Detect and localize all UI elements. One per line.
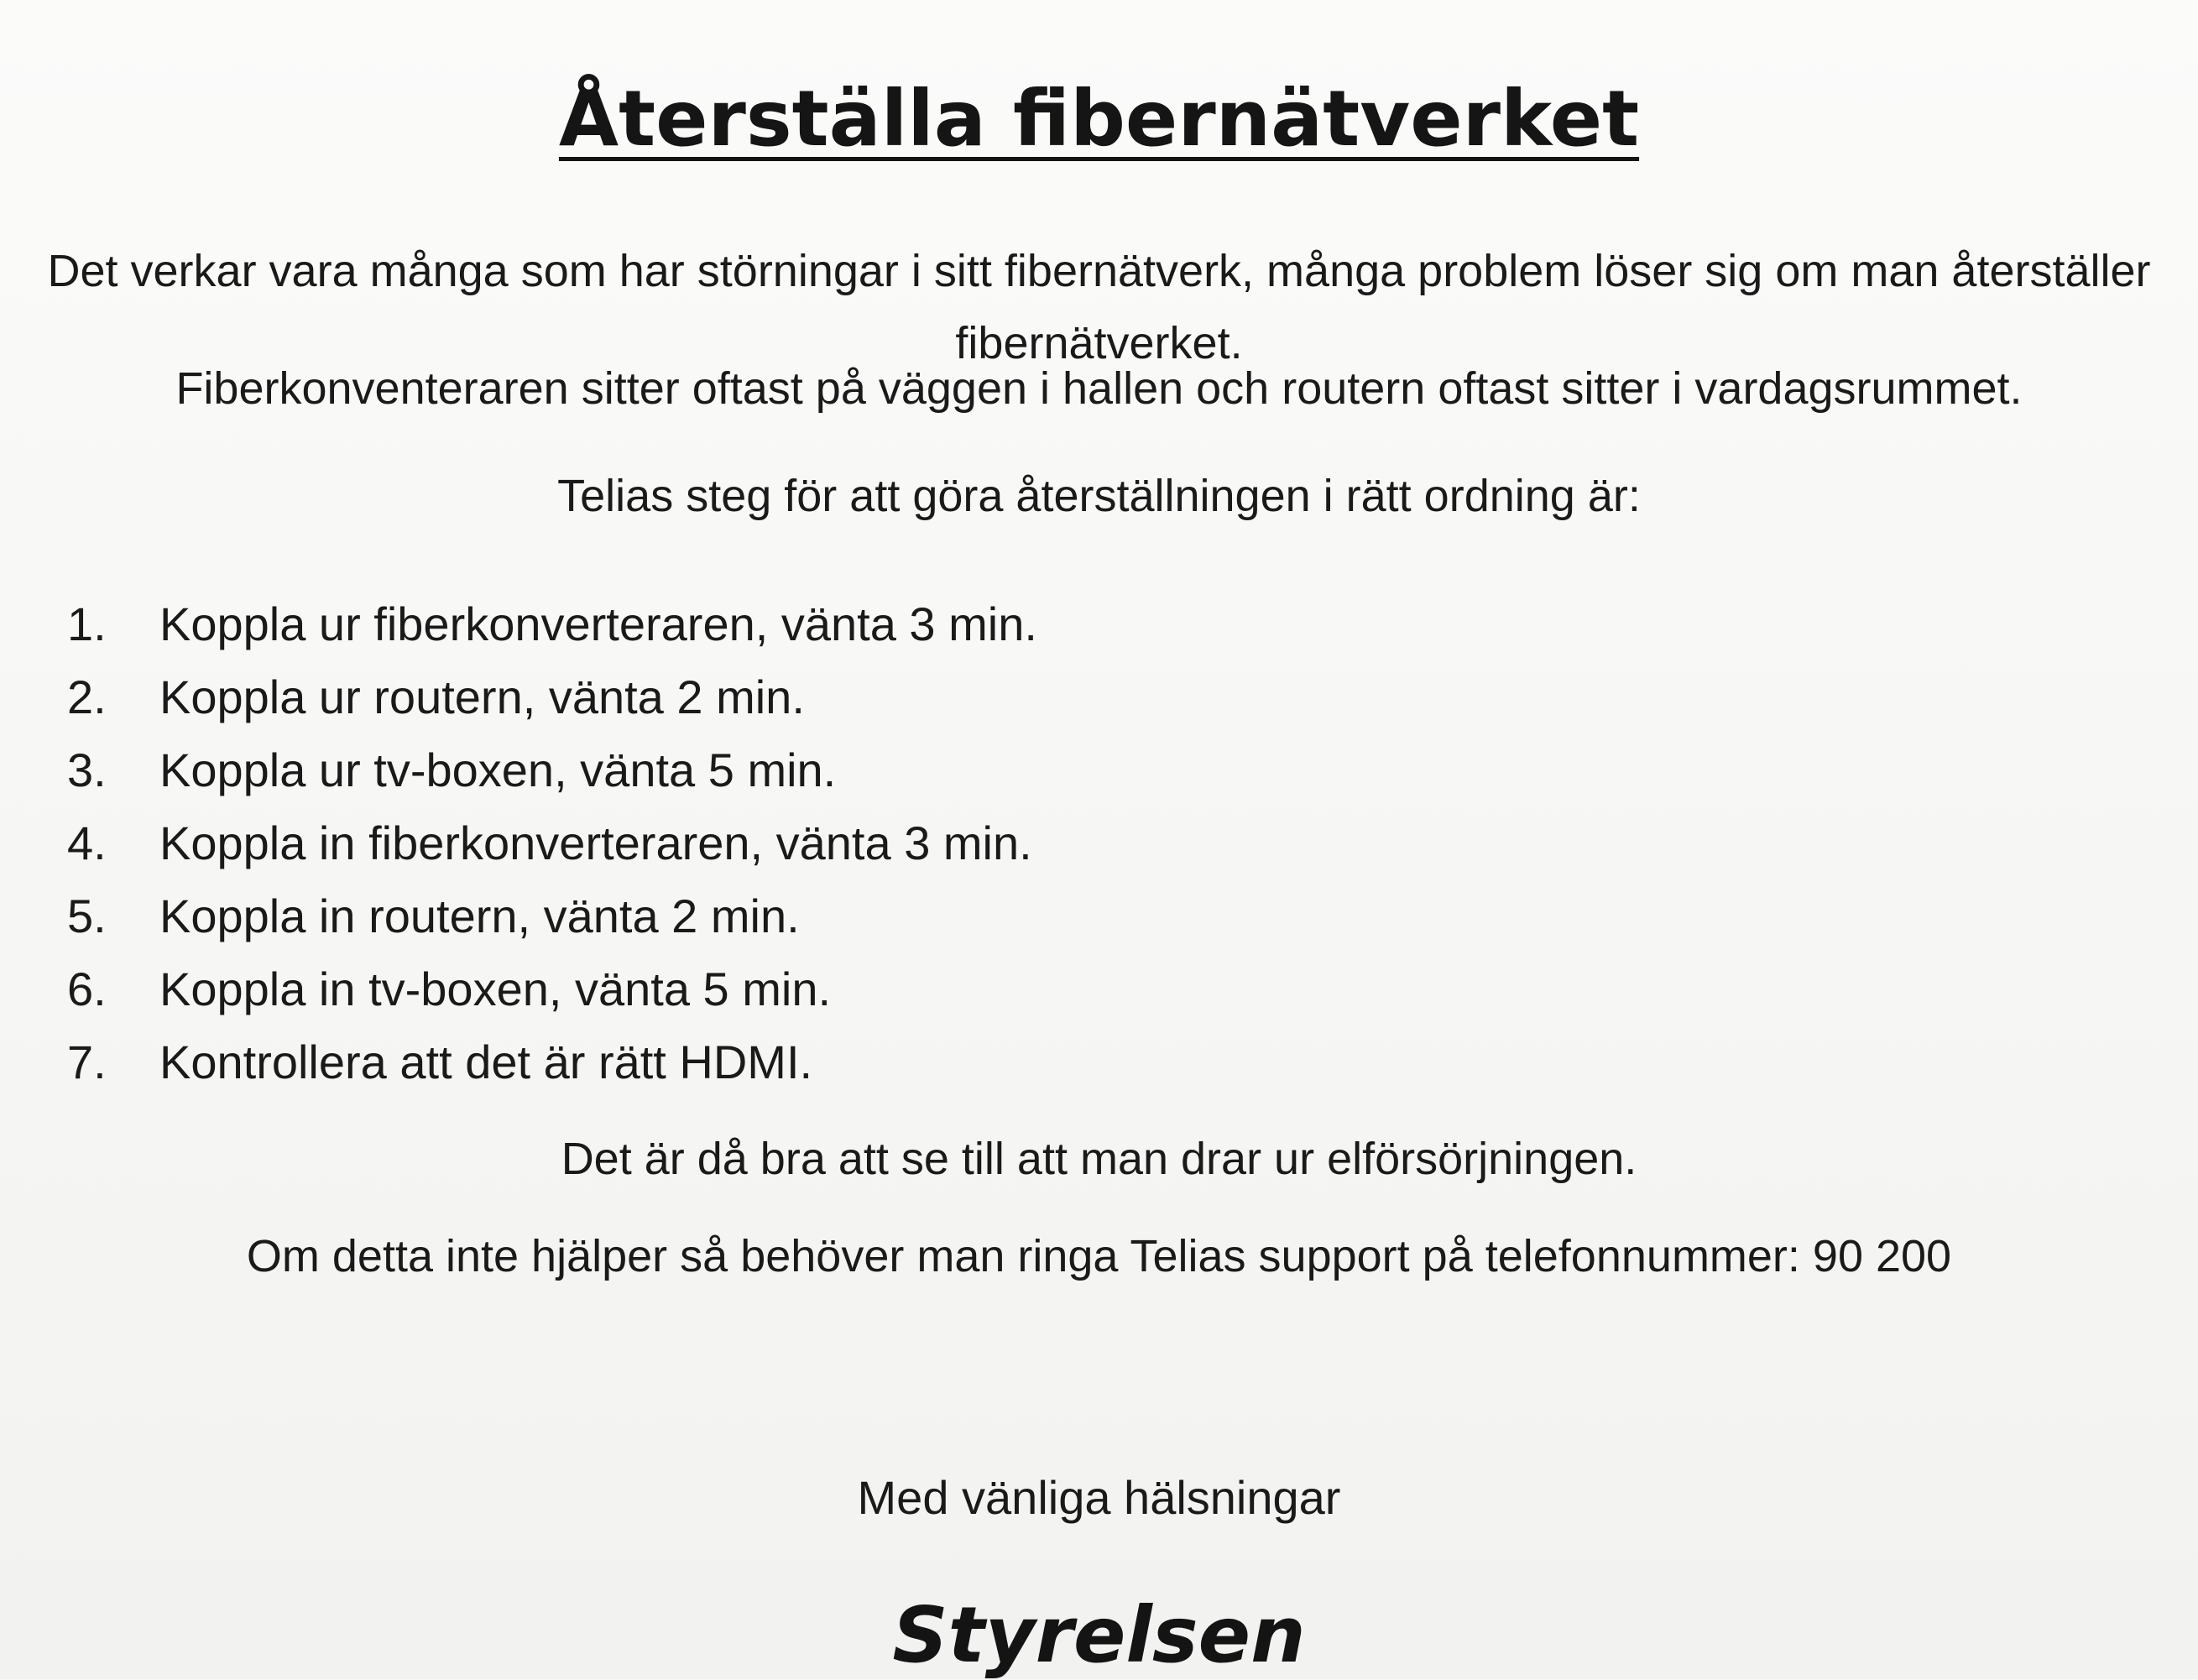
intro-location-paragraph: Fiberkonventeraren sitter oftast på väggen i hallen och routern oftast sitter i vardagsrummet. [175,363,2023,414]
list-item [67,733,1037,806]
list-item-number: 7. [67,1036,107,1088]
list-item-text: Koppla in tv-boxen, vänta 5 min. [159,963,832,1015]
page-title [0,74,2198,164]
closing-greeting: Med vänliga hälsningar [857,1471,1341,1524]
list-item-text: Kontrollera att det är rätt HDMI. [159,1036,813,1088]
list-item-number: 5. [67,890,107,942]
list-item [67,587,1037,660]
list-item-text: Koppla ur fiberkonverteraren, vänta 3 min. [159,597,1037,650]
list-item [67,952,1037,1025]
list-item [67,1025,1037,1098]
page-title-text: Återställa fibernätverket [558,74,1640,164]
list-item [67,806,1037,879]
list-item-text: Koppla ur routern, vänta 2 min. [159,670,805,723]
list-item-text: Koppla ur tv-boxen, vänta 5 min. [159,743,837,796]
intro-paragraph: Det verkar vara många som har störningar i sitt fibernätverk, många problem löser sig om man återställer fibernätverket. [47,246,2151,368]
signature: Styrelsen [892,1590,1306,1680]
list-item-number: 2. [67,670,107,723]
list-item-number: 3. [67,743,107,796]
list-item-text: Koppla in fiberkonverteraren, vänta 3 min. [159,817,1032,869]
power-note: Det är då bra att se till att man drar ur elförsörjningen. [561,1134,1637,1184]
list-item-number: 1. [67,597,107,650]
list-item-text: Koppla in routern, vänta 2 min. [159,890,800,942]
list-item-number: 4. [67,817,107,869]
support-contact: Om detta inte hjälper så behöver man ringa Telias support på telefonnummer: 90 200 [246,1231,1952,1281]
steps-intro: Telias steg för att göra återställningen i rätt ordning är: [557,471,1641,521]
list-item-number: 6. [67,963,107,1015]
list-item [67,660,1037,733]
list-item [67,879,1037,952]
steps-list [67,587,1037,1098]
